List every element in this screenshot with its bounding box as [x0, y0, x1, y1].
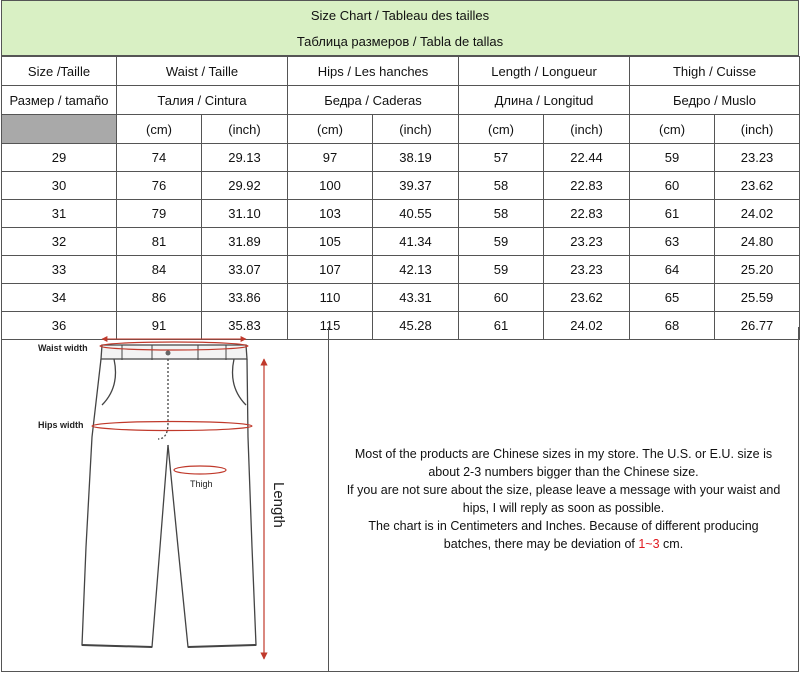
- pants-diagram: [2, 327, 329, 671]
- table-row: [2, 228, 800, 256]
- length-cm-cell: 59: [459, 256, 544, 284]
- waist-cm-cell: 84: [117, 256, 202, 284]
- length-cm-cell: 58: [459, 172, 544, 200]
- thigh-inch-cell: 23.62: [715, 172, 800, 200]
- chart-title-translations: Таблица размеров / Tabla de tallas: [1, 28, 799, 56]
- length-inch-cell: 22.83: [544, 172, 630, 200]
- length-inch-cell: 23.23: [544, 256, 630, 284]
- unit-corner-cell: [2, 115, 117, 144]
- hips-inch-cell: 45.28: [373, 312, 459, 340]
- chart-title: Size Chart / Tableau des tailles: [1, 0, 799, 29]
- thigh-cm-cell: 65: [630, 284, 715, 312]
- table-row: [2, 144, 800, 172]
- waist-inch-cell: 33.07: [202, 256, 288, 284]
- hips-inch-cell: 42.13: [373, 256, 459, 284]
- thigh-cm-cell: 61: [630, 200, 715, 228]
- thigh-cm-cell: 64: [630, 256, 715, 284]
- note-line-2: about 2-3 numbers bigger than the Chinese size.: [428, 465, 699, 479]
- unit-inch: (inch): [373, 115, 459, 144]
- pants-outline: [82, 345, 256, 647]
- note-line-4: hips, I will reply as soon as possible.: [462, 501, 665, 515]
- waist-inch-cell: 35.83: [202, 312, 288, 340]
- size-cell: 34: [2, 284, 117, 312]
- thigh-cm-cell: 63: [630, 228, 715, 256]
- size-header-alt: Размер / tamaño: [2, 86, 117, 115]
- hips-cm-cell: 105: [288, 228, 373, 256]
- size-cell: 32: [2, 228, 117, 256]
- note-line-5: The chart is in Centimeters and Inches. Because of different producing: [368, 519, 759, 533]
- size-cell: 31: [2, 200, 117, 228]
- table-row: [2, 256, 800, 284]
- size-table: [1, 56, 800, 340]
- size-cell: 36: [2, 312, 117, 340]
- pants-illustration: [2, 327, 328, 671]
- waist-cm-cell: 79: [117, 200, 202, 228]
- thigh-inch-cell: 25.20: [715, 256, 800, 284]
- thigh-header-alt: Бедро / Muslo: [630, 86, 800, 115]
- length-cm-cell: 61: [459, 312, 544, 340]
- table-row: [2, 172, 800, 200]
- note-line-6: [336, 535, 791, 553]
- size-note: [329, 327, 798, 671]
- waist-inch-cell: 29.13: [202, 144, 288, 172]
- size-cell: 29: [2, 144, 117, 172]
- waist-header-alt: Талия / Cintura: [117, 86, 288, 115]
- length-inch-cell: 23.23: [544, 228, 630, 256]
- button-dot: [166, 351, 171, 356]
- size-cell: 33: [2, 256, 117, 284]
- unit-cm: (cm): [630, 115, 715, 144]
- size-header: Size /Taille: [2, 57, 117, 86]
- thigh-header: Thigh / Cuisse: [630, 57, 800, 86]
- header-row-alt: [2, 86, 800, 115]
- hips-cm-cell: 97: [288, 144, 373, 172]
- length-inch-cell: 22.44: [544, 144, 630, 172]
- size-cell: 30: [2, 172, 117, 200]
- unit-row: [2, 115, 800, 144]
- length-inch-cell: 23.62: [544, 284, 630, 312]
- unit-cm: (cm): [288, 115, 373, 144]
- length-header-alt: Длина / Longitud: [459, 86, 630, 115]
- length-cm-cell: 59: [459, 228, 544, 256]
- thigh-inch-cell: 24.80: [715, 228, 800, 256]
- hips-inch-cell: 41.34: [373, 228, 459, 256]
- waist-inch-cell: 31.10: [202, 200, 288, 228]
- waist-label: Waist width: [38, 343, 88, 353]
- unit-inch: (inch): [715, 115, 800, 144]
- waist-cm-cell: 74: [117, 144, 202, 172]
- hips-cm-cell: 100: [288, 172, 373, 200]
- fly-line: [158, 359, 168, 439]
- length-header: Length / Longueur: [459, 57, 630, 86]
- length-inch-cell: 24.02: [544, 312, 630, 340]
- thigh-cm-cell: 60: [630, 172, 715, 200]
- hips-header: Hips / Les hanches: [288, 57, 459, 86]
- hips-cm-cell: 103: [288, 200, 373, 228]
- thigh-label: Thigh: [190, 479, 213, 489]
- hips-label: Hips width: [38, 420, 84, 430]
- thigh-inch-cell: 23.23: [715, 144, 800, 172]
- thigh-inch-cell: 26.77: [715, 312, 800, 340]
- hips-header-alt: Бедра / Caderas: [288, 86, 459, 115]
- table-row: [2, 284, 800, 312]
- right-pocket: [233, 359, 247, 405]
- waist-cm-cell: 81: [117, 228, 202, 256]
- waist-cm-cell: 86: [117, 284, 202, 312]
- hips-cm-cell: 110: [288, 284, 373, 312]
- thigh-cm-cell: 59: [630, 144, 715, 172]
- unit-inch: (inch): [544, 115, 630, 144]
- hips-cm-cell: 115: [288, 312, 373, 340]
- length-cm-cell: 58: [459, 200, 544, 228]
- hips-inch-cell: 40.55: [373, 200, 459, 228]
- waist-inch-cell: 33.86: [202, 284, 288, 312]
- waist-header: Waist / Taille: [117, 57, 288, 86]
- unit-cm: (cm): [117, 115, 202, 144]
- note-line-6-end: cm.: [659, 537, 684, 551]
- table-row: [2, 200, 800, 228]
- thigh-ellipse: [174, 466, 226, 474]
- length-cm-cell: 60: [459, 284, 544, 312]
- unit-inch: (inch): [202, 115, 288, 144]
- header-row-en: [2, 57, 800, 86]
- deviation-range: 1~3: [638, 537, 660, 551]
- hips-inch-cell: 38.19: [373, 144, 459, 172]
- hips-ellipse: [92, 422, 252, 431]
- left-leg-outline: [82, 359, 168, 647]
- waist-inch-cell: 31.89: [202, 228, 288, 256]
- waist-inch-cell: 29.92: [202, 172, 288, 200]
- thigh-inch-cell: 25.59: [715, 284, 800, 312]
- left-pocket: [102, 359, 116, 405]
- waist-cm-cell: 76: [117, 172, 202, 200]
- waistband: [101, 345, 247, 359]
- thigh-cm-cell: 68: [630, 312, 715, 340]
- hips-cm-cell: 107: [288, 256, 373, 284]
- note-text: [336, 445, 791, 553]
- bottom-section: [1, 327, 799, 672]
- hem-line: [82, 645, 256, 647]
- thigh-inch-cell: 24.02: [715, 200, 800, 228]
- note-line-1: Most of the products are Chinese sizes in my store. The U.S. or E.U. size is: [354, 447, 773, 461]
- length-cm-cell: 57: [459, 144, 544, 172]
- unit-cm: (cm): [459, 115, 544, 144]
- length-label: Length: [270, 482, 287, 528]
- note-line-6-start: batches, there may be deviation of: [443, 537, 639, 551]
- hips-inch-cell: 39.37: [373, 172, 459, 200]
- hips-inch-cell: 43.31: [373, 284, 459, 312]
- note-line-3: If you are not sure about the size, please leave a message with your waist and: [346, 483, 781, 497]
- length-inch-cell: 22.83: [544, 200, 630, 228]
- waist-cm-cell: 91: [117, 312, 202, 340]
